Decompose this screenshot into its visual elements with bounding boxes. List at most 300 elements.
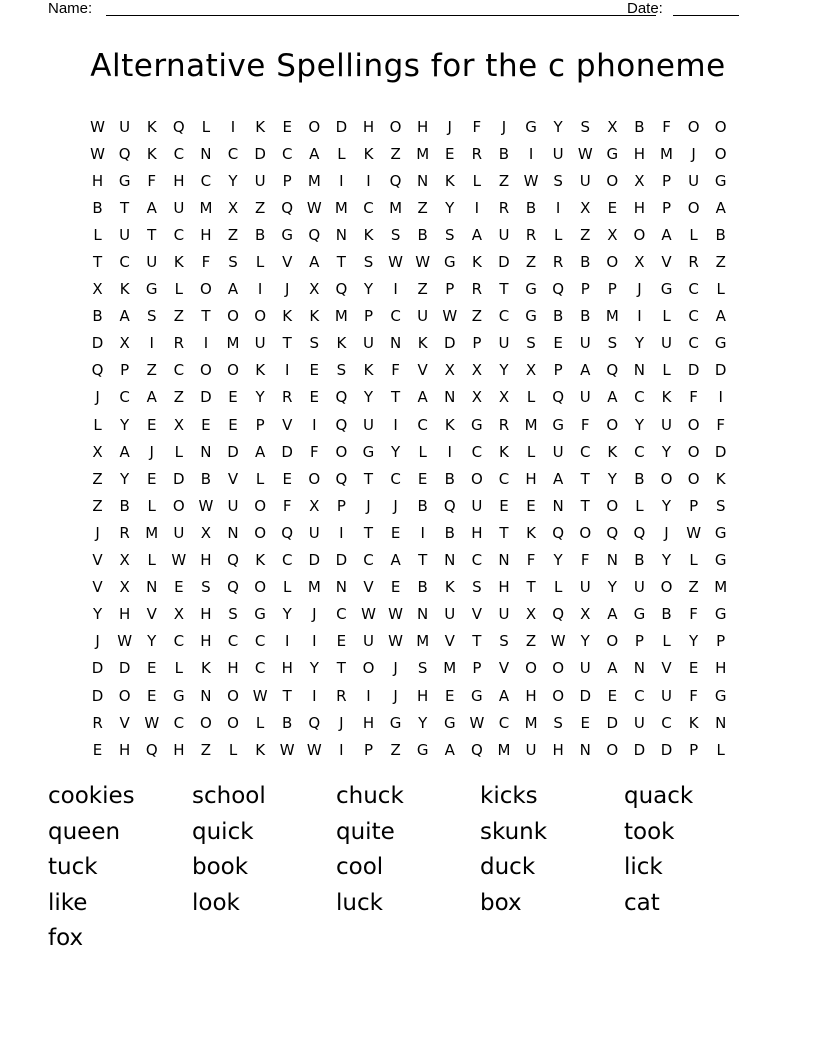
grid-letter[interactable]: B — [200, 469, 212, 488]
grid-letter[interactable]: O — [687, 415, 700, 434]
grid-letter[interactable]: F — [662, 117, 671, 136]
grid-letter[interactable]: M — [714, 578, 728, 597]
grid-letter[interactable]: L — [716, 740, 725, 759]
grid-letter[interactable]: P — [120, 361, 130, 380]
grid-letter[interactable]: M — [443, 659, 457, 678]
grid-letter[interactable]: Y — [634, 334, 644, 353]
grid-letter[interactable]: C — [390, 307, 401, 326]
grid-letter[interactable]: V — [661, 253, 672, 272]
grid-letter[interactable]: E — [445, 686, 455, 705]
grid-letter[interactable]: T — [363, 469, 374, 488]
grid-letter[interactable]: A — [227, 280, 239, 299]
grid-letter[interactable]: L — [635, 496, 644, 515]
grid-letter[interactable]: A — [715, 307, 726, 326]
grid-letter[interactable]: R — [498, 415, 510, 434]
grid-letter[interactable]: W — [415, 253, 431, 272]
grid-letter[interactable]: C — [471, 442, 483, 461]
grid-letter[interactable]: H — [200, 605, 212, 624]
grid-letter[interactable]: P — [580, 280, 590, 299]
grid-letter[interactable]: H — [525, 686, 537, 705]
grid-letter[interactable]: O — [687, 442, 700, 461]
grid-letter[interactable]: T — [282, 686, 292, 705]
grid-letter[interactable]: C — [363, 198, 374, 217]
grid-letter[interactable]: D — [91, 334, 104, 353]
grid-letter[interactable]: X — [580, 198, 591, 217]
grid-letter[interactable]: B — [580, 307, 591, 326]
grid-letter[interactable]: N — [227, 523, 239, 542]
grid-letter[interactable]: I — [366, 171, 371, 190]
grid-letter[interactable]: G — [443, 253, 456, 272]
grid-letter[interactable]: I — [447, 442, 452, 461]
grid-letter[interactable]: U — [661, 415, 672, 434]
grid-letter[interactable]: T — [92, 253, 103, 272]
grid-letter[interactable]: S — [715, 496, 726, 515]
grid-letter[interactable]: U — [525, 740, 537, 759]
grid-letter[interactable]: H — [417, 117, 429, 136]
grid-letter[interactable]: O — [308, 469, 321, 488]
grid-letter[interactable]: W — [279, 740, 295, 759]
grid-letter[interactable]: G — [660, 280, 673, 299]
grid-letter[interactable]: V — [498, 659, 510, 678]
grid-letter[interactable]: R — [471, 144, 483, 163]
grid-letter[interactable]: M — [524, 415, 538, 434]
grid-letter[interactable]: L — [689, 551, 698, 570]
grid-letter[interactable]: L — [662, 361, 671, 380]
grid-letter[interactable]: C — [688, 280, 699, 299]
grid-letter[interactable]: M — [307, 578, 321, 597]
grid-letter[interactable]: K — [255, 117, 266, 136]
grid-letter[interactable]: G — [525, 307, 537, 326]
grid-letter[interactable]: N — [552, 496, 564, 515]
grid-letter[interactable]: Q — [552, 605, 565, 624]
grid-letter[interactable]: P — [661, 171, 672, 190]
grid-letter[interactable]: G — [525, 117, 537, 136]
grid-letter[interactable]: W — [686, 523, 702, 542]
grid-letter[interactable]: T — [336, 253, 346, 272]
grid-letter[interactable]: O — [227, 307, 239, 326]
grid-letter[interactable]: A — [417, 388, 428, 407]
grid-letter[interactable]: B — [254, 225, 266, 244]
grid-letter[interactable]: Y — [607, 469, 617, 488]
grid-letter[interactable]: B — [119, 496, 130, 515]
grid-letter[interactable]: I — [149, 334, 154, 353]
grid-letter[interactable]: O — [633, 225, 646, 244]
grid-letter[interactable]: E — [390, 578, 401, 597]
grid-letter[interactable]: S — [390, 225, 401, 244]
grid-letter[interactable]: N — [498, 551, 510, 570]
grid-letter[interactable]: U — [227, 496, 239, 515]
grid-letter[interactable]: O — [308, 117, 321, 136]
grid-letter[interactable]: O — [118, 686, 131, 705]
grid-letter[interactable]: K — [607, 442, 618, 461]
grid-letter[interactable]: Z — [525, 253, 537, 272]
grid-letter[interactable]: V — [471, 605, 482, 624]
grid-letter[interactable]: F — [580, 551, 590, 570]
grid-letter[interactable]: E — [417, 469, 428, 488]
grid-letter[interactable]: G — [714, 523, 727, 542]
grid-letter[interactable]: G — [118, 171, 131, 190]
grid-letter[interactable]: N — [200, 686, 212, 705]
grid-letter[interactable]: C — [661, 713, 672, 732]
grid-letter[interactable]: R — [525, 225, 537, 244]
grid-letter[interactable]: B — [444, 523, 455, 542]
grid-letter[interactable]: L — [526, 388, 536, 407]
grid-letter[interactable]: P — [472, 334, 482, 353]
grid-letter[interactable]: Y — [282, 605, 292, 624]
grid-letter[interactable]: I — [284, 361, 290, 380]
grid-letter[interactable]: Z — [92, 496, 103, 515]
grid-letter[interactable]: E — [282, 117, 292, 136]
grid-letter[interactable]: X — [471, 361, 482, 380]
grid-letter[interactable]: S — [553, 171, 563, 190]
grid-letter[interactable]: Z — [580, 225, 591, 244]
grid-letter[interactable]: W — [388, 632, 403, 651]
grid-letter[interactable]: V — [92, 551, 103, 570]
grid-letter[interactable]: H — [633, 198, 646, 217]
grid-letter[interactable]: I — [312, 686, 317, 705]
grid-letter[interactable]: G — [281, 225, 294, 244]
grid-letter[interactable]: Z — [390, 144, 401, 163]
grid-letter[interactable]: C — [363, 551, 374, 570]
grid-letter[interactable]: C — [119, 388, 130, 407]
grid-letter[interactable]: D — [91, 686, 104, 705]
grid-letter[interactable]: T — [390, 388, 401, 407]
grid-letter[interactable]: Z — [715, 253, 726, 272]
grid-letter[interactable]: O — [470, 469, 483, 488]
grid-letter[interactable]: Q — [335, 280, 348, 299]
grid-letter[interactable]: S — [228, 605, 238, 624]
grid-letter[interactable]: G — [714, 551, 727, 570]
grid-letter[interactable]: L — [553, 578, 563, 597]
grid-letter[interactable]: Y — [255, 388, 265, 407]
grid-letter[interactable]: E — [309, 388, 320, 407]
grid-letter[interactable]: L — [662, 632, 671, 651]
grid-letter[interactable]: F — [689, 686, 698, 705]
grid-letter[interactable]: M — [334, 307, 348, 326]
grid-letter[interactable]: Q — [118, 144, 131, 163]
grid-letter[interactable]: R — [498, 198, 510, 217]
grid-letter[interactable]: Q — [470, 740, 483, 759]
grid-letter[interactable]: D — [91, 659, 104, 678]
grid-letter[interactable]: X — [525, 605, 537, 624]
grid-letter[interactable]: W — [306, 198, 322, 217]
grid-letter[interactable]: D — [633, 740, 646, 759]
grid-letter[interactable]: K — [146, 117, 157, 136]
grid-letter[interactable]: U — [119, 117, 131, 136]
grid-letter[interactable]: Q — [552, 280, 565, 299]
grid-letter[interactable]: D — [498, 253, 510, 272]
grid-letter[interactable]: E — [92, 740, 103, 759]
grid-letter[interactable]: U — [173, 198, 185, 217]
grid-letter[interactable]: X — [92, 442, 103, 461]
grid-letter[interactable]: W — [523, 171, 539, 190]
grid-letter[interactable]: O — [335, 442, 348, 461]
grid-letter[interactable]: C — [173, 713, 185, 732]
grid-letter[interactable]: V — [92, 578, 103, 597]
grid-letter[interactable]: O — [687, 469, 700, 488]
grid-letter[interactable]: W — [550, 632, 566, 651]
grid-letter[interactable]: X — [119, 334, 130, 353]
grid-letter[interactable]: Y — [553, 551, 563, 570]
grid-letter[interactable]: H — [525, 469, 537, 488]
grid-letter[interactable]: L — [283, 578, 292, 597]
grid-letter[interactable]: D — [660, 740, 673, 759]
grid-letter[interactable]: P — [634, 632, 644, 651]
grid-letter[interactable]: P — [607, 280, 617, 299]
grid-letter[interactable]: D — [443, 334, 456, 353]
grid-letter[interactable]: S — [146, 307, 157, 326]
grid-letter[interactable]: B — [552, 307, 564, 326]
grid-letter[interactable]: M — [660, 144, 673, 163]
grid-letter[interactable]: S — [526, 334, 536, 353]
grid-letter[interactable]: F — [201, 253, 211, 272]
grid-letter[interactable]: Q — [335, 415, 348, 434]
grid-letter[interactable]: C — [579, 442, 591, 461]
grid-letter[interactable]: E — [580, 713, 590, 732]
grid-letter[interactable]: K — [282, 307, 293, 326]
grid-letter[interactable]: E — [282, 469, 292, 488]
grid-letter[interactable]: I — [339, 171, 344, 190]
grid-letter[interactable]: Z — [525, 632, 537, 651]
grid-letter[interactable]: K — [363, 144, 374, 163]
grid-letter[interactable]: L — [255, 713, 265, 732]
grid-letter[interactable]: E — [688, 659, 699, 678]
grid-letter[interactable]: C — [200, 171, 212, 190]
grid-letter[interactable]: K — [255, 551, 266, 570]
grid-letter[interactable]: H — [200, 632, 212, 651]
grid-letter[interactable]: C — [119, 253, 130, 272]
grid-letter[interactable]: P — [445, 280, 455, 299]
grid-letter[interactable]: E — [201, 415, 211, 434]
grid-letter[interactable]: J — [284, 280, 290, 299]
grid-letter[interactable]: H — [200, 225, 212, 244]
grid-letter[interactable]: Q — [281, 198, 294, 217]
grid-letter[interactable]: I — [555, 198, 561, 217]
grid-letter[interactable]: S — [553, 713, 563, 732]
grid-letter[interactable]: I — [312, 415, 317, 434]
grid-letter[interactable]: J — [149, 442, 154, 461]
grid-letter[interactable]: S — [417, 659, 428, 678]
grid-letter[interactable]: G — [254, 605, 266, 624]
grid-letter[interactable]: L — [418, 442, 427, 461]
grid-letter[interactable]: N — [146, 578, 158, 597]
grid-letter[interactable]: Q — [91, 361, 104, 380]
grid-letter[interactable]: B — [580, 253, 591, 272]
grid-letter[interactable]: P — [553, 361, 563, 380]
grid-letter[interactable]: G — [443, 713, 456, 732]
grid-letter[interactable]: Y — [147, 632, 157, 651]
grid-letter[interactable]: H — [633, 144, 646, 163]
grid-letter[interactable]: Z — [92, 469, 103, 488]
grid-letter[interactable]: Q — [172, 117, 185, 136]
grid-letter[interactable]: A — [309, 253, 320, 272]
grid-letter[interactable]: T — [336, 659, 346, 678]
grid-letter[interactable]: G — [416, 740, 429, 759]
grid-letter[interactable]: X — [580, 605, 591, 624]
grid-letter[interactable]: D — [308, 551, 321, 570]
grid-letter[interactable]: M — [416, 144, 430, 163]
grid-letter[interactable]: Q — [335, 388, 348, 407]
grid-letter[interactable]: K — [471, 253, 482, 272]
grid-letter[interactable]: X — [119, 578, 130, 597]
grid-letter[interactable]: J — [691, 144, 696, 163]
grid-letter[interactable]: G — [525, 280, 537, 299]
grid-letter[interactable]: G — [606, 144, 619, 163]
grid-letter[interactable]: U — [661, 686, 672, 705]
grid-letter[interactable]: V — [227, 469, 239, 488]
grid-letter[interactable]: R — [552, 253, 564, 272]
grid-letter[interactable]: X — [92, 280, 103, 299]
grid-letter[interactable]: K — [444, 171, 455, 190]
grid-letter[interactable]: E — [607, 198, 618, 217]
grid-letter[interactable]: S — [309, 334, 320, 353]
grid-letter[interactable]: K — [363, 361, 374, 380]
grid-letter[interactable]: B — [661, 605, 672, 624]
grid-letter[interactable]: T — [580, 496, 590, 515]
grid-letter[interactable]: E — [336, 632, 347, 651]
grid-letter[interactable]: T — [201, 307, 211, 326]
grid-letter[interactable]: A — [254, 442, 266, 461]
grid-letter[interactable]: U — [362, 415, 374, 434]
grid-letter[interactable]: X — [309, 280, 320, 299]
date-line[interactable] — [673, 15, 739, 16]
grid-letter[interactable]: O — [227, 686, 239, 705]
grid-letter[interactable]: I — [339, 740, 344, 759]
grid-letter[interactable]: K — [715, 469, 726, 488]
grid-letter[interactable]: N — [335, 578, 347, 597]
grid-letter[interactable]: Z — [173, 388, 184, 407]
grid-letter[interactable]: M — [226, 334, 240, 353]
grid-letter[interactable]: A — [607, 605, 618, 624]
grid-letter[interactable]: S — [580, 117, 590, 136]
grid-letter[interactable]: G — [714, 171, 727, 190]
grid-letter[interactable]: T — [120, 198, 130, 217]
grid-letter[interactable]: W — [252, 686, 268, 705]
grid-letter[interactable]: C — [227, 632, 239, 651]
grid-letter[interactable]: I — [718, 388, 723, 407]
grid-letter[interactable]: T — [472, 632, 482, 651]
grid-letter[interactable]: A — [580, 361, 591, 380]
grid-letter[interactable]: O — [606, 632, 619, 651]
grid-letter[interactable]: O — [254, 307, 267, 326]
grid-letter[interactable]: B — [417, 496, 428, 515]
grid-letter[interactable]: P — [255, 415, 265, 434]
grid-letter[interactable]: U — [633, 713, 645, 732]
grid-letter[interactable]: A — [661, 225, 672, 244]
grid-letter[interactable]: R — [119, 523, 130, 542]
grid-letter[interactable]: E — [228, 415, 238, 434]
grid-letter[interactable]: P — [716, 632, 726, 651]
grid-letter[interactable]: C — [498, 307, 510, 326]
grid-letter[interactable]: L — [174, 659, 183, 678]
grid-letter[interactable]: B — [715, 225, 726, 244]
grid-letter[interactable]: Y — [553, 117, 563, 136]
grid-letter[interactable]: R — [173, 334, 185, 353]
grid-letter[interactable]: B — [417, 225, 428, 244]
grid-letter[interactable]: O — [660, 578, 673, 597]
grid-letter[interactable]: U — [579, 388, 591, 407]
grid-letter[interactable]: L — [255, 253, 265, 272]
grid-letter[interactable]: F — [689, 605, 698, 624]
grid-letter[interactable]: L — [201, 117, 211, 136]
grid-letter[interactable]: B — [92, 307, 103, 326]
grid-letter[interactable]: O — [687, 117, 700, 136]
grid-letter[interactable]: Y — [661, 551, 672, 570]
grid-letter[interactable]: D — [118, 659, 131, 678]
grid-letter[interactable]: I — [637, 307, 642, 326]
grid-letter[interactable]: Q — [552, 388, 565, 407]
grid-letter[interactable]: A — [607, 659, 618, 678]
grid-letter[interactable]: Q — [335, 469, 348, 488]
grid-letter[interactable]: D — [714, 361, 727, 380]
grid-letter[interactable]: J — [664, 523, 669, 542]
grid-letter[interactable]: Y — [634, 415, 644, 434]
grid-letter[interactable]: B — [417, 578, 428, 597]
grid-letter[interactable]: B — [444, 469, 455, 488]
grid-letter[interactable]: R — [688, 253, 699, 272]
grid-letter[interactable]: K — [444, 415, 455, 434]
grid-letter[interactable]: B — [634, 117, 645, 136]
grid-letter[interactable]: X — [173, 605, 184, 624]
grid-letter[interactable]: X — [471, 388, 482, 407]
grid-letter[interactable]: Y — [661, 496, 672, 515]
grid-letter[interactable]: N — [200, 442, 212, 461]
grid-letter[interactable]: Y — [418, 713, 428, 732]
grid-letter[interactable]: X — [607, 117, 618, 136]
grid-letter[interactable]: H — [417, 686, 429, 705]
grid-letter[interactable]: J — [95, 632, 100, 651]
grid-letter[interactable]: Y — [120, 469, 130, 488]
grid-letter[interactable]: Q — [227, 551, 239, 570]
grid-letter[interactable]: V — [282, 415, 293, 434]
grid-letter[interactable]: O — [606, 740, 619, 759]
grid-letter[interactable]: Q — [606, 361, 619, 380]
grid-letter[interactable]: O — [200, 280, 212, 299]
grid-letter[interactable]: J — [501, 117, 507, 136]
grid-letter[interactable]: W — [90, 117, 105, 136]
grid-letter[interactable]: Q — [606, 523, 619, 542]
grid-letter[interactable]: H — [715, 659, 727, 678]
grid-letter[interactable]: Y — [661, 442, 672, 461]
grid-letter[interactable]: U — [417, 307, 429, 326]
grid-letter[interactable]: W — [171, 551, 187, 570]
grid-letter[interactable]: Z — [498, 171, 510, 190]
grid-letter[interactable]: U — [444, 605, 456, 624]
grid-letter[interactable]: C — [227, 144, 239, 163]
grid-letter[interactable]: R — [471, 280, 483, 299]
grid-letter[interactable]: V — [661, 659, 672, 678]
grid-letter[interactable]: L — [526, 442, 536, 461]
grid-letter[interactable]: K — [499, 442, 509, 461]
grid-letter[interactable]: I — [257, 280, 263, 299]
grid-letter[interactable]: L — [716, 280, 725, 299]
grid-letter[interactable]: U — [661, 334, 672, 353]
grid-letter[interactable]: H — [471, 523, 483, 542]
grid-letter[interactable]: L — [689, 225, 698, 244]
grid-letter[interactable]: W — [442, 307, 458, 326]
grid-letter[interactable]: D — [173, 469, 185, 488]
grid-letter[interactable]: O — [660, 469, 673, 488]
grid-letter[interactable]: C — [634, 442, 645, 461]
grid-letter[interactable]: Q — [389, 171, 402, 190]
grid-letter[interactable]: X — [444, 361, 455, 380]
grid-letter[interactable]: H — [91, 171, 104, 190]
grid-letter[interactable]: Y — [689, 632, 699, 651]
grid-letter[interactable]: Y — [390, 442, 401, 461]
grid-letter[interactable]: M — [389, 198, 403, 217]
grid-letter[interactable]: Y — [120, 415, 130, 434]
grid-letter[interactable]: C — [417, 415, 428, 434]
